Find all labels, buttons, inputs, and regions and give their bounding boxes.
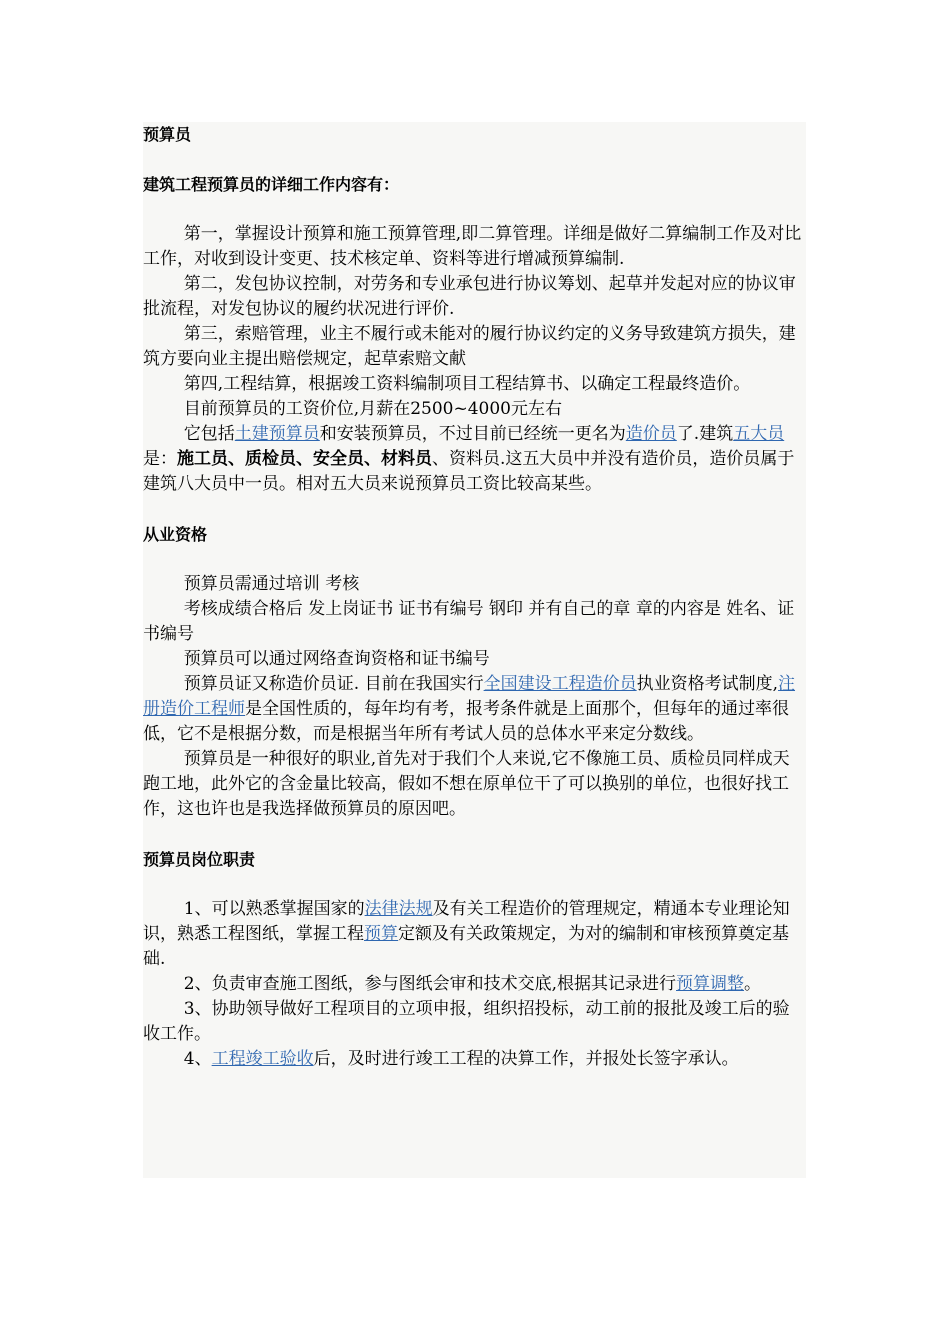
qual-paragraph-4: 预算员证又称造价员证. 目前在我国实行全国建设工程造价员执业资格考试制度,注册造价工程师是全国性质的，每年均有考，报考条件就是上面那个，但每年的通过率很低，它不是根据分数，而是根据当年所有考试人员的总体水平来定分数线。 <box>143 674 796 744</box>
link-five-roles[interactable]: 五大员 <box>733 424 785 444</box>
duty-item-2: 2、负责审查施工图纸，参与图纸会审和技术交底,根据其记录进行预算调整。 <box>183 974 762 994</box>
link-registered-cost-engineer[interactable]: 注册造价工程师 <box>143 674 796 719</box>
work-heading: 建筑工程预算员的详细工作内容有： <box>143 175 400 194</box>
work-paragraph-3: 第三，索赔管理，业主不履行或未能对的履行协议约定的义务导致建筑方损失，建筑方要向业主提出赔偿规定，起草索赔文献 <box>143 324 796 369</box>
qual-paragraph-5: 预算员是一种很好的职业,首先对于我们个人来说,它不像施工员、质检员同样成天跑工地，此外它的含金量比较高，假如不想在原单位干了可以换别的单位，也很好找工作，这也许也是我选择做预算员的原因吧。 <box>143 749 790 819</box>
qual-paragraph-1: 预算员需通过培训 考核 <box>183 574 360 594</box>
duty-item-1: 1、可以熟悉掌握国家的法律法规及有关工程造价的管理规定，精通本专业理论知识，熟悉工程图纸，掌握工程预算定额及有关政策规定，为对的编制和审核预算奠定基础. <box>143 899 790 969</box>
link-budget[interactable]: 预算 <box>364 924 398 944</box>
duty-heading: 预算员岗位职责 <box>143 850 256 869</box>
salary-paragraph: 目前预算员的工资价位,月薪在2500~4000元左右 <box>183 399 562 419</box>
link-civil-budgeter[interactable]: 土建预算员 <box>234 424 320 444</box>
work-paragraph-1: 第一，掌握设计预算和施工预算管理,即二算管理。详细是做好二算编制工作及对比工作，对收到设计变更、技术核定单、资料等进行增减预算编制. <box>143 224 802 269</box>
work-paragraph-4: 第四,工程结算，根据竣工资料编制项目工程结算书、以确定工程最终造价。 <box>183 374 751 394</box>
link-laws[interactable]: 法律法规 <box>364 899 433 919</box>
qualification-heading: 从业资格 <box>143 525 208 544</box>
link-completion-acceptance[interactable]: 工程竣工验收 <box>211 1049 314 1069</box>
duty-item-4: 4、工程竣工验收后，及时进行竣工工程的决算工作，并报处长签字承认。 <box>183 1049 739 1069</box>
roles-bold: 施工员、质检员、安全员、材料员 <box>177 449 432 469</box>
roles-paragraph: 它包括土建预算员和安装预算员，不过目前已经统一更名为造价员了.建筑五大员是：施工员、质检员、安全员、材料员、资料员.这五大员中并没有造价员，造价员属于建筑八大员中一员。相对五大员来说预算员工资比较高某些。 <box>143 424 795 494</box>
article <box>143 122 823 1072</box>
work-paragraph-2: 第二，发包协议控制，对劳务和专业承包进行协议筹划、起草并发起对应的协议审批流程，对发包协议的履约状况进行评价. <box>143 274 796 319</box>
qual-paragraph-2: 考核成绩合格后 发上岗证书 证书有编号 钢印 并有自己的章 章的内容是 姓名、证书编号 <box>143 599 795 644</box>
page-title: 预算员 <box>143 125 192 144</box>
link-budget-adjust[interactable]: 预算调整 <box>676 974 745 994</box>
link-cost-engineer[interactable]: 造价员 <box>625 424 677 444</box>
link-national-cost-estimator[interactable]: 全国建设工程造价员 <box>483 674 637 694</box>
duty-item-3: 3、协助领导做好工程项目的立项申报，组织招投标，动工前的报批及竣工后的验收工作。 <box>143 999 790 1044</box>
qual-paragraph-3: 预算员可以通过网络查询资格和证书编号 <box>183 649 490 669</box>
